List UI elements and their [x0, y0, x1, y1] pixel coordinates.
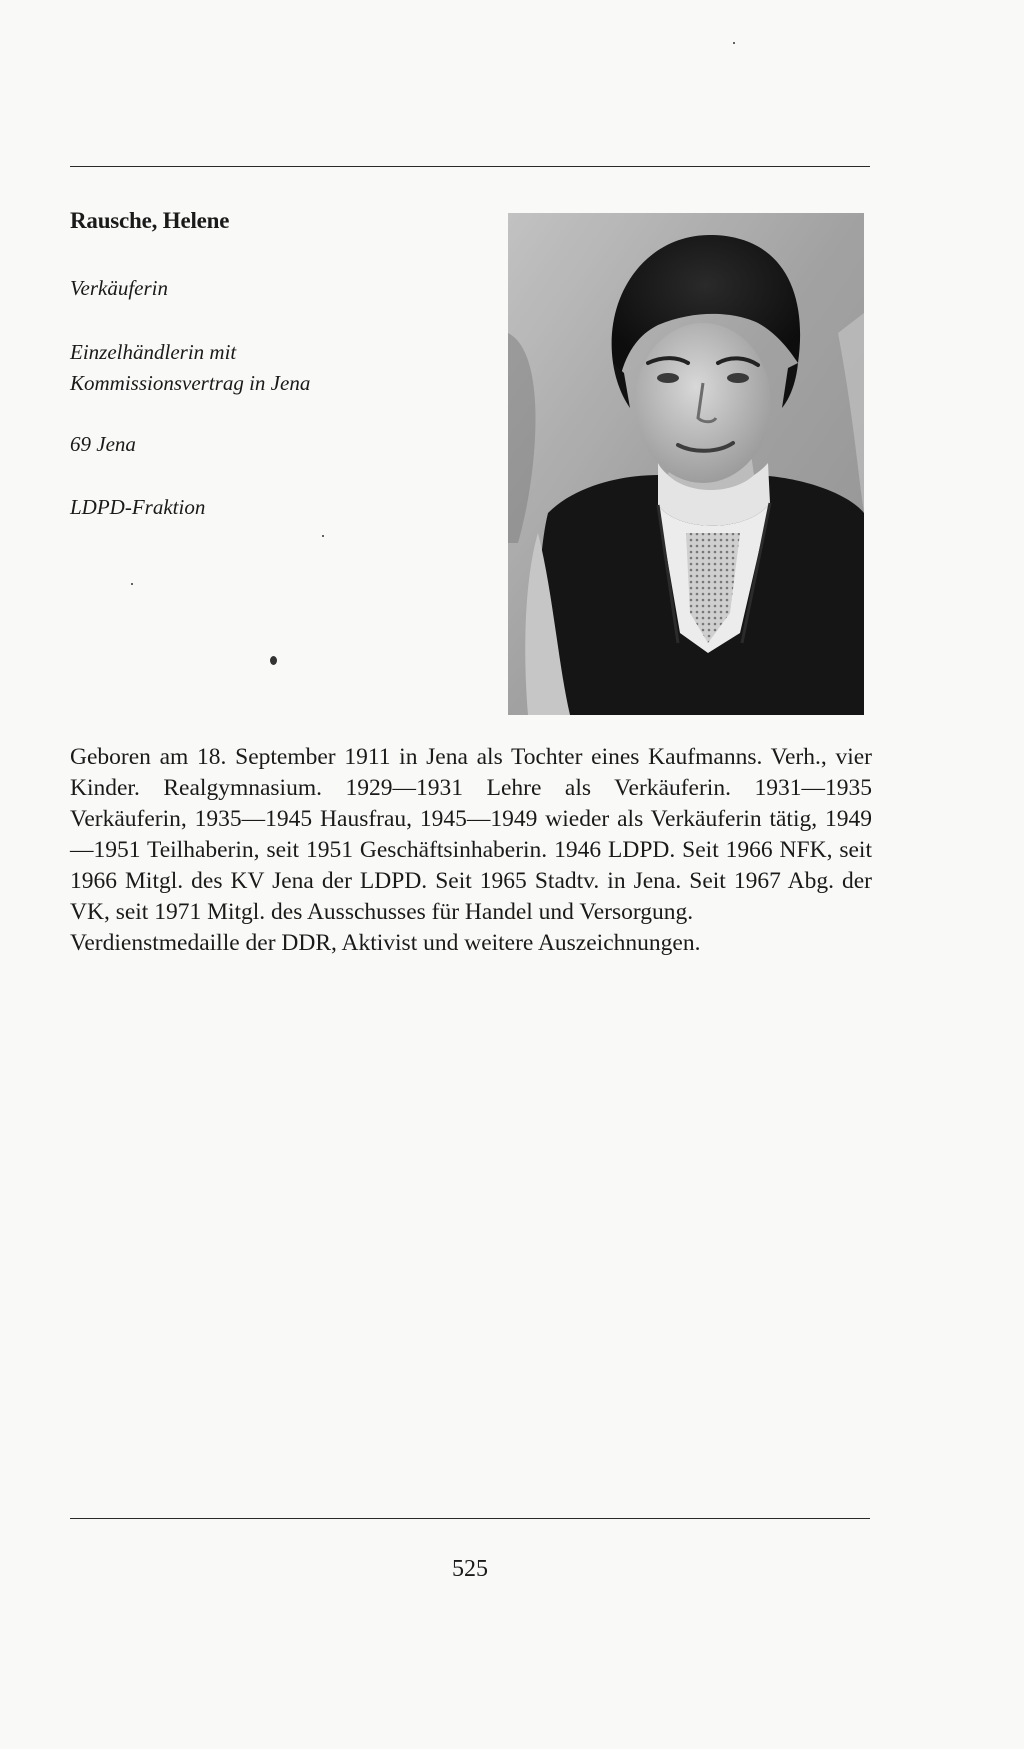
ink-speck [733, 42, 735, 44]
awards-text: Verdienstmedaille der DDR, Aktivist und weitere Auszeichnungen. [70, 930, 701, 956]
bottom-rule [70, 1518, 870, 1519]
ink-speck [270, 656, 277, 665]
page-number: 525 [452, 1556, 488, 1582]
address: 69 Jena [70, 432, 136, 456]
ink-speck [322, 535, 324, 537]
faction: LDPD-Fraktion [70, 495, 206, 519]
position-description: Einzelhändlerin mit Kommissionsvertrag in Jena [70, 340, 311, 395]
portrait-photo [508, 213, 864, 715]
occupation: Verkäuferin [70, 276, 168, 300]
person-name: Rausche, Helene [70, 208, 230, 233]
biography-text: Geboren am 18. September 1911 in Jena als Tochter eines Kaufmanns. Verh., vier Kinder. Realgymnasium. 1929—1931 Lehre als Verkäuferin. 1931—1935 Verkäuferin, 1935—1945 Hausfrau, 1945—1949 wieder als Verkäuferin tätig, 1949—1951 Teilhaberin, seit 1951 Geschäftsinhaberin. 1946 LDPD. Seit 1966 NFK, seit 1966 Mitgl. des KV Jena der LDPD. Seit 1965 Stadtv. in Jena. Seit 1967 Abg. der VK, seit 1971 Mitgl. des Ausschusses für Handel und Versorgung. [70, 744, 872, 925]
top-rule [70, 166, 870, 167]
biography-block [70, 742, 872, 959]
ink-speck [131, 583, 133, 585]
